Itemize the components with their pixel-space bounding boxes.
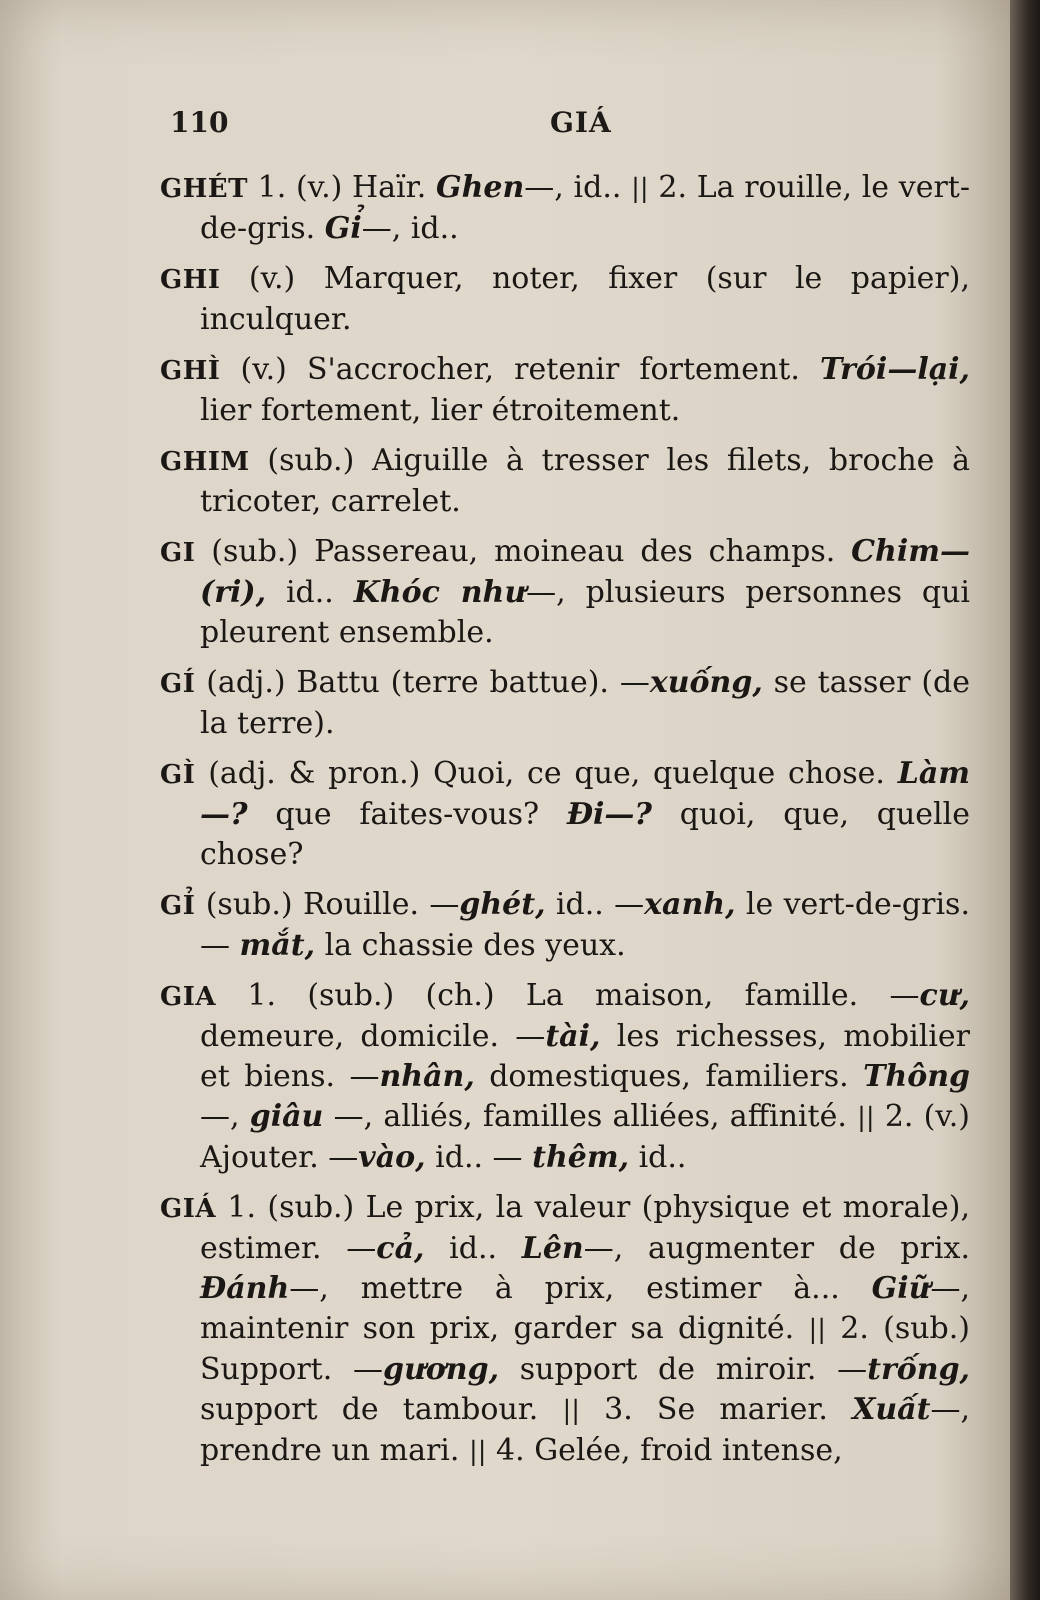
definition-text: —, id.. (524, 170, 632, 205)
vietnamese-example: xanh, (644, 887, 736, 922)
definition-text: (sub.) Rouille. — (195, 887, 460, 922)
definition-text: support de miroir. — (499, 1352, 868, 1387)
vietnamese-example: Khóc như (353, 575, 527, 610)
definition-text: la chassie des yeux. (315, 928, 626, 963)
definition-text: les richesses, mobilier et biens. — (200, 1019, 970, 1094)
vietnamese-example: nhân, (379, 1059, 475, 1094)
sense-separator: || (468, 1437, 487, 1467)
definition-text: support de tambour. (200, 1392, 563, 1427)
vietnamese-example: mắt, (239, 928, 316, 963)
entry-headword: GÌ (160, 760, 196, 790)
dictionary-entry (160, 441, 970, 522)
entry-headword: GIA (160, 982, 217, 1012)
entry-headword: GI (160, 538, 196, 568)
definition-text: que faites-vous? (247, 797, 567, 832)
vietnamese-example: Đánh (200, 1271, 290, 1306)
entry-headword: GHÌ (160, 356, 221, 386)
vietnamese-example: Đi—? (566, 797, 653, 832)
vietnamese-example: Giữ (871, 1271, 931, 1306)
definition-text: 1. (v.) Haïr. (247, 170, 436, 205)
definition-text: le vert-de-gris. — (200, 887, 970, 963)
sense-separator: || (857, 1103, 875, 1133)
vietnamese-example: Gỉ (324, 211, 362, 246)
definition-text: se tasser (de la terre). (200, 665, 970, 741)
definition-text: —, id.. (361, 211, 459, 246)
page-header (170, 106, 970, 146)
book-spine-shadow (1010, 0, 1040, 1600)
vietnamese-example: Lên (521, 1231, 584, 1266)
definition-text: 2. (v.) Ajouter. — (200, 1099, 970, 1175)
dictionary-entry (160, 532, 970, 653)
entry-headword: GHÉT (160, 174, 248, 204)
vietnamese-example: Xuất (852, 1392, 931, 1427)
vietnamese-example: vào, (358, 1140, 426, 1175)
dictionary-entry (160, 259, 970, 340)
dictionary-entry (160, 885, 970, 966)
sense-separator: || (562, 1396, 581, 1426)
definition-text: —, maintenir son prix, garder sa dignité. (200, 1271, 970, 1346)
running-head: GIÁ (550, 106, 612, 139)
definition-text: —, (200, 1099, 250, 1134)
vietnamese-example: trống, (867, 1352, 970, 1387)
definition-text: (adj.) Battu (terre battue). — (195, 665, 650, 700)
dictionary-entry (160, 168, 970, 249)
vietnamese-example: gương, (383, 1352, 500, 1387)
dictionary-entry (160, 976, 970, 1178)
definition-text: id.. — (545, 887, 645, 922)
vietnamese-example: tài, (545, 1019, 601, 1054)
entry-headword: GÍ (160, 669, 196, 699)
vietnamese-example: thêm, (532, 1140, 630, 1175)
definition-text: 2. (sub.) Support. — (200, 1311, 971, 1387)
definition-text: —, alliés, familles alliées, affinité. (323, 1099, 858, 1134)
definition-text: domestiques, familiers. (474, 1059, 864, 1094)
definition-text: lier fortement, lier étroitement. (200, 393, 681, 428)
dictionary-entry (160, 754, 970, 875)
entry-headword: GIÁ (160, 1194, 217, 1224)
vietnamese-example: Chim—(ri), (200, 534, 970, 610)
entry-headword: GHIM (160, 447, 250, 477)
definition-text: —, plusieurs personnes qui pleurent ensemble. (200, 575, 971, 650)
definition-text: 3. Se marier. (580, 1392, 853, 1427)
dictionary-entry (160, 1188, 970, 1472)
vietnamese-example: Ghen (435, 170, 525, 205)
vietnamese-example: Thông (863, 1059, 970, 1094)
dictionary-entry (160, 663, 970, 744)
definition-text: (sub.) Passereau, moineau des champs. (195, 534, 852, 569)
definition-text: 1. (sub.) Le prix, la valeur (physique et morale), estimer. — (200, 1190, 970, 1266)
vietnamese-example: ghét, (459, 887, 546, 922)
definition-text: demeure, domicile. — (200, 1019, 546, 1054)
definition-text: —, mettre à prix, estimer à... (289, 1271, 872, 1306)
definition-text: —, augmenter de prix. (583, 1231, 971, 1266)
vietnamese-example: giâu (249, 1099, 324, 1134)
page-number: 110 (170, 106, 229, 139)
definition-text: (v.) S'accrocher, retenir fortement. (220, 352, 820, 387)
sense-separator: || (631, 174, 649, 204)
entry-headword: GỈ (160, 891, 196, 921)
definition-text: id.. — (425, 1140, 533, 1175)
definition-text: id.. (266, 575, 354, 610)
dictionary-entries (160, 168, 970, 1482)
definition-text: id.. (424, 1231, 522, 1266)
vietnamese-example: cả, (376, 1231, 425, 1266)
definition-text: (adj. & pron.) Quoi, ce que, quelque chose. (195, 756, 898, 791)
entry-headword: GHI (160, 265, 221, 295)
definition-text: id.. (629, 1140, 687, 1175)
sense-separator: || (808, 1315, 827, 1345)
definition-text: (sub.) Aiguille à tresser les filets, broche à tricoter, carrelet. (200, 443, 970, 519)
vietnamese-example: cư, (919, 978, 970, 1013)
definition-text: —, prendre un mari. (200, 1392, 970, 1468)
definition-text: 1. (sub.) (ch.) La maison, famille. — (216, 978, 920, 1013)
definition-text: 2. La rouille, le vert-de-gris. (200, 170, 971, 246)
vietnamese-example: xuống, (649, 665, 763, 700)
definition-text: 4. Gelée, froid intense, (486, 1433, 843, 1468)
vietnamese-example: Trói—lại, (819, 352, 970, 387)
definition-text: (v.) Marquer, noter, fixer (sur le papier), inculquer. (200, 261, 970, 337)
definition-text: quoi, que, quelle chose? (200, 797, 970, 872)
vietnamese-example: Làm —? (200, 756, 970, 832)
dictionary-entry (160, 350, 970, 431)
